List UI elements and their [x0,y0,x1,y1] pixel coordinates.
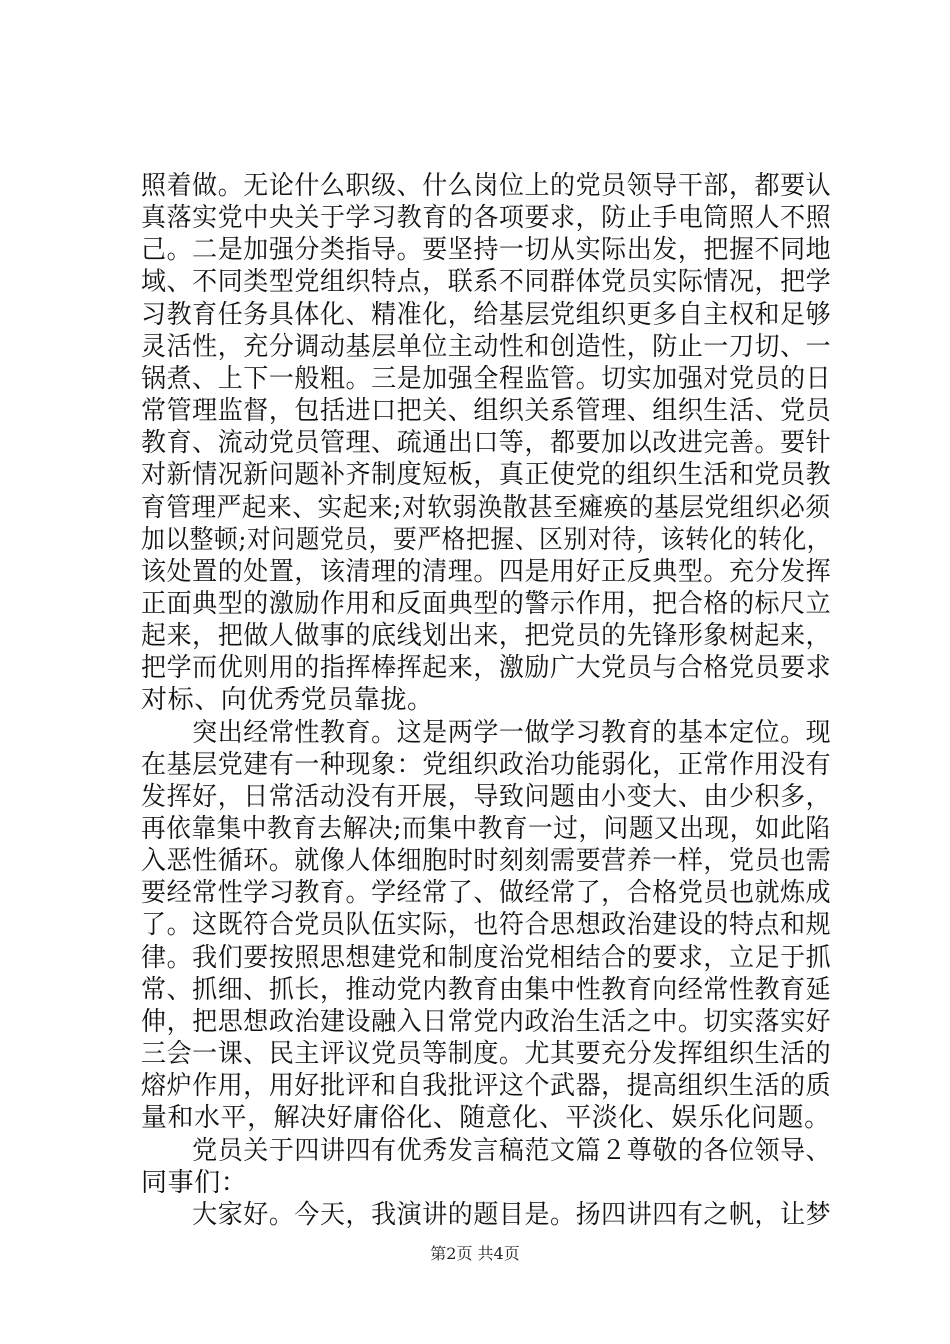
text-line: 照着做。无论什么职级、什么岗位上的党员领导干部，都要认 [141,171,832,201]
text-line: 把学而优则用的指挥棒挥起来，激励广大党员与合格党员要求 [141,653,832,684]
text-line: 对标、向优秀党员靠拢。 [141,685,434,716]
text-line: 入恶性循环。就像人体细胞时时刻刻需要营养一样，党员也需 [141,846,832,877]
text-line: 锅煮、上下一般粗。三是加强全程监管。切实加强对党员的日 [141,363,832,394]
text-line: 育管理严起来、实起来;对软弱涣散甚至瘫痪的基层党组织必须 [141,492,831,523]
text-line: 同事们： [141,1167,248,1198]
text-line: 发挥好，日常活动没有开展，导致问题由小变大、由少积多， [141,781,832,812]
text-line: 熔炉作用，用好批评和自我批评这个武器，提高组织生活的质 [141,1071,832,1102]
text-line: 突出经常性教育。这是两学一做学习教育的基本定位。现 [141,717,832,748]
text-line: 灵活性，充分调动基层单位主动性和创造性，防止一刀切、一 [141,331,832,362]
text-line: 量和水平，解决好庸俗化、随意化、平淡化、娱乐化问题。 [141,1103,831,1134]
text-line: 党员关于四讲四有优秀发言稿范文篇２尊敬的各位领导、 [141,1135,832,1166]
text-line: 正面典型的激励作用和反面典型的警示作用，把合格的标尺立 [141,589,832,619]
text-line: 常管理监督，包括进口把关、组织关系管理、组织生活、党员 [141,396,832,426]
text-line: 要经常性学习教育。学经常了、做经常了，合格党员也就炼成 [141,878,832,909]
text-line: 该处置的处置，该清理的清理。四是用好正反典型。充分发挥 [141,556,832,587]
text-line: 常、抓细、抓长，推动党内教育由集中性教育向经常性教育延 [141,974,832,1005]
text-line: 己。二是加强分类指导。要坚持一切从实际出发，把握不同地 [141,235,832,266]
text-line: 了。这既符合党员队伍实际，也符合思想政治建设的特点和规 [141,910,832,941]
text-line: 习教育任务具体化、精准化，给基层党组织更多自主权和足够 [141,299,832,330]
text-line: 教育、流动党员管理、疏通出口等，都要加以改进完善。要针 [141,428,832,459]
text-line: 加以整顿;对问题党员，要严格把握、区别对待，该转化的转化， [141,524,832,555]
text-line: 真落实党中央关于学习教育的各项要求，防止手电筒照人不照 [141,203,832,234]
text-line: 伸，把思想政治建设融入日常党内政治生活之中。切实落实好 [141,1006,832,1037]
text-line: 再依靠集中教育去解决;而集中教育一过，问题又出现，如此陷 [141,814,831,844]
text-line: 在基层党建有一种现象：党组织政治功能弱化，正常作用没有 [141,749,832,780]
text-line: 起来，把做人做事的底线划出来，把党员的先锋形象树起来， [141,621,832,652]
text-line: 三会一课、民主评议党员等制度。尤其要充分发挥组织生活的 [141,1039,832,1069]
text-line: 对新情况新问题补齐制度短板，真正使党的组织生活和党员教 [141,460,832,491]
page-footer: 第2页 共4页 [430,1244,520,1263]
text-line: 域、不同类型党组织特点，联系不同群体党员实际情况，把学 [141,267,832,298]
text-line: 律。我们要按照思想建党和制度治党相结合的要求，立足于抓 [141,942,832,973]
text-line: 大家好。今天，我演讲的题目是。扬四讲四有之帆，让梦 [141,1199,832,1230]
